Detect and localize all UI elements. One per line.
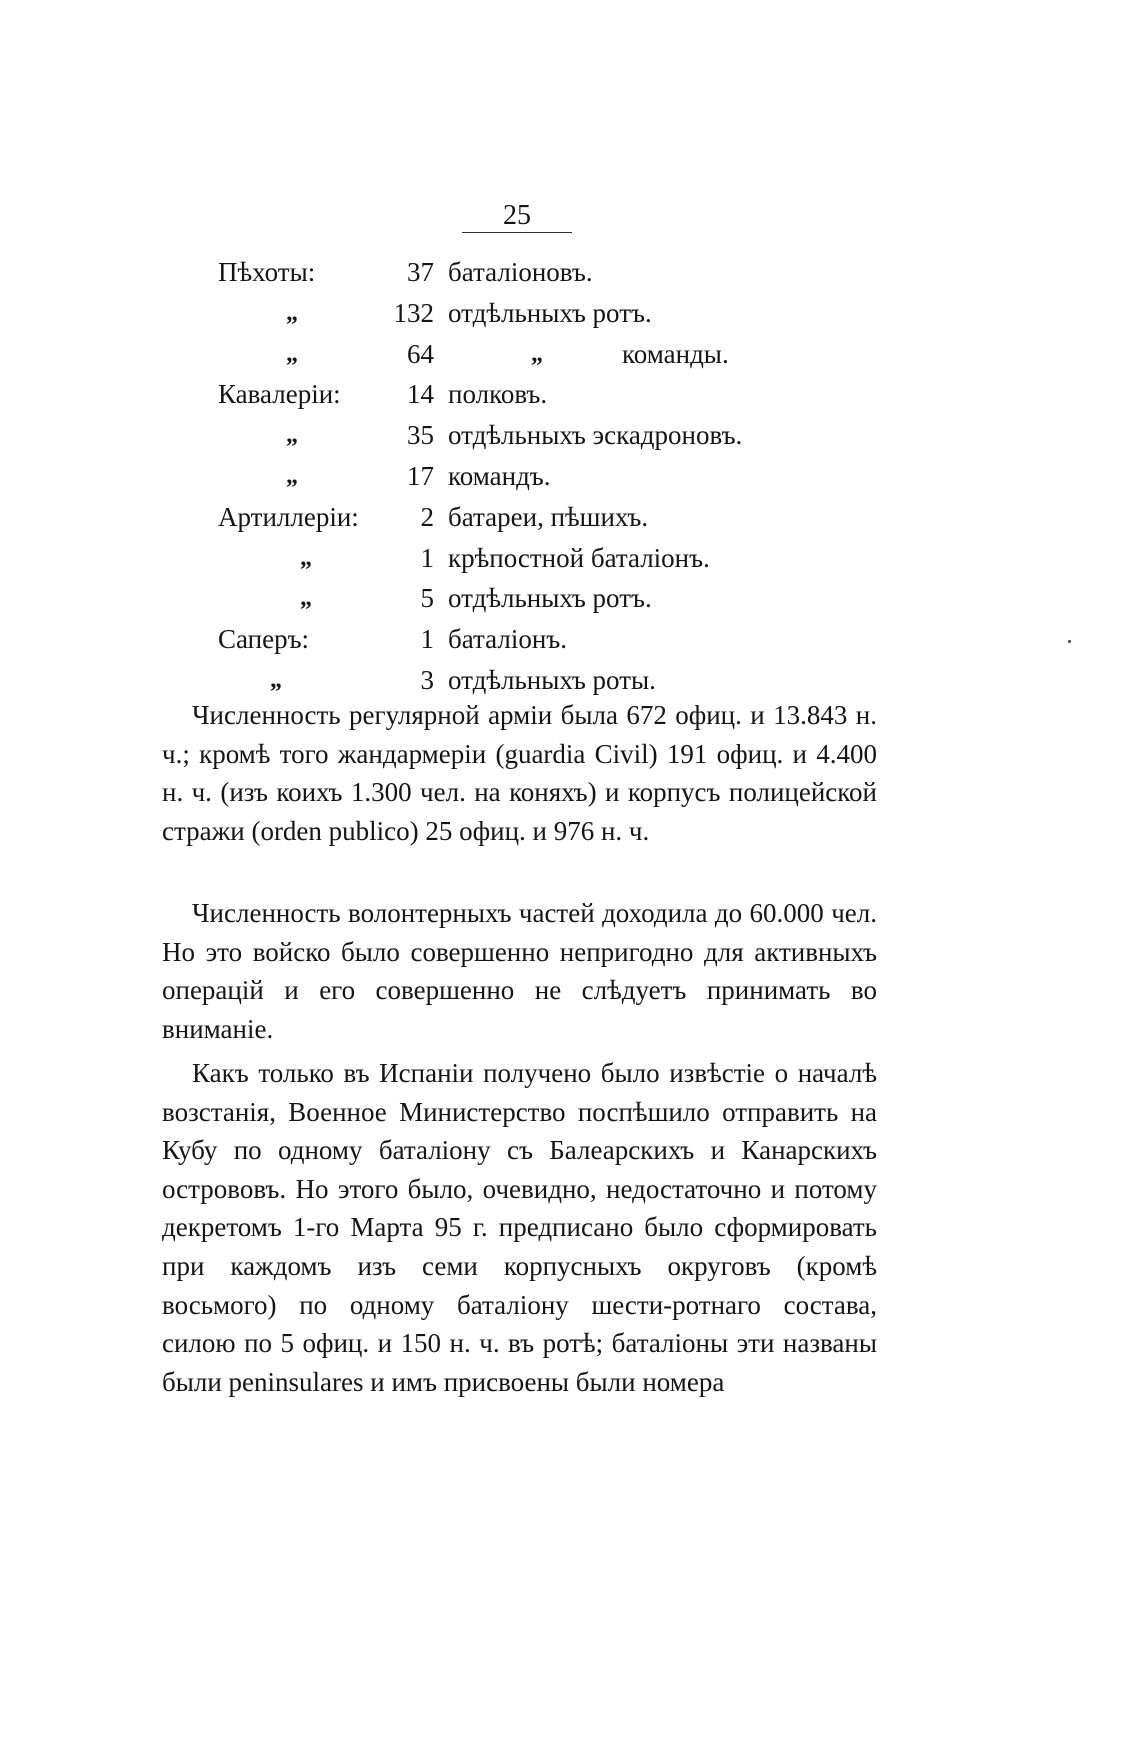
ditto-mark: „ [286,422,298,449]
unit-description: отдѣльныхъ роты. [448,664,656,695]
paragraph-mobilization: Какъ только въ Испаніи получено было извѣстіе о началѣ возстанія, Военное Министерство поспѣшило отправить на Кубу по одному баталіону съ Балеарскихъ и Канарскихъ острововъ. Но этого было, очевидно, недостаточно и потому декретомъ 1-го Марта 95 г. предписано было сформировать при каждомъ изъ семи корпусныхъ округовъ (кромѣ восьмого) по одному баталіону шести-ротнаго состава, силою по 5 офиц. и 150 н. ч. въ ротѣ; баталіоны эти названы были peninsulares и имъ присвоены были номера [162,1058,877,1397]
unit-description: полковъ. [448,379,548,410]
ditto-mark: „ [286,299,298,326]
unit-count: 37 [407,257,434,287]
troop-row [0,456,1140,497]
troop-row [0,660,1140,701]
unit-count: 17 [407,460,434,491]
unit-count: 64 [407,338,434,369]
unit-count: 1 [420,624,434,655]
troop-row [0,619,1140,660]
unit-description: отдѣльныхъ эскадроновъ. [448,420,743,451]
unit-count: 2 [420,501,434,532]
ditto-mark: „ [270,666,282,693]
unit-description: баталіонъ. [448,624,568,655]
unit-count: 3 [420,664,434,695]
page-number: 25 [503,200,531,231]
troop-row [0,252,1140,293]
troop-row [0,374,1140,415]
branch-label: Кавалеріи: [218,379,341,410]
troop-row [0,578,1140,619]
ditto-mark: „ [531,340,543,367]
troop-row [0,293,1140,334]
troop-row [0,538,1140,579]
ditto-mark: „ [300,585,312,612]
troop-row [0,415,1140,456]
branch-label: Артиллеріи: [218,501,359,532]
ditto-mark: „ [286,340,298,367]
paragraph-regular-army: Численность регулярной арміи была 672 офиц. и 13.843 н. ч.; кромѣ того жандармеріи (guardia Civil) 191 офиц. и 4.400 н. ч. (изъ коихъ 1.300 чел. на коняхъ) и корпусъ полицейской стражи (orden publico) 25 офиц. и 976 н. ч. [162,700,877,846]
unit-description: крѣпостной баталіонъ. [448,542,710,573]
unit-count: 35 [407,420,434,451]
unit-description: командъ. [448,460,551,491]
troop-row [0,497,1140,538]
unit-description: баталіоновъ. [448,257,593,287]
paragraph-volunteers: Численность волонтерныхъ частей доходила до 60.000 чел. Но это войско было совершенно непригодно для активныхъ операцій и его совершенно не слѣдуетъ принимать во вниманіе. [162,898,877,1044]
ditto-mark: „ [300,544,312,571]
branch-label: Саперъ: [218,624,310,655]
branch-label: Пѣхоты: [218,257,316,287]
troop-table [0,252,1140,701]
page-number-rule [462,232,572,233]
unit-count: 132 [393,297,434,328]
troop-row [0,334,1140,375]
unit-count: 5 [420,583,434,614]
print-speck [1068,640,1071,643]
unit-description: отдѣльныхъ ротъ. [448,297,652,328]
unit-description: отдѣльныхъ ротъ. [448,583,652,614]
unit-count: 14 [407,379,434,410]
unit-description: команды. [622,338,729,369]
ditto-mark: „ [286,462,298,489]
unit-description: батареи, пѣшихъ. [448,501,649,532]
unit-count: 1 [420,542,434,573]
